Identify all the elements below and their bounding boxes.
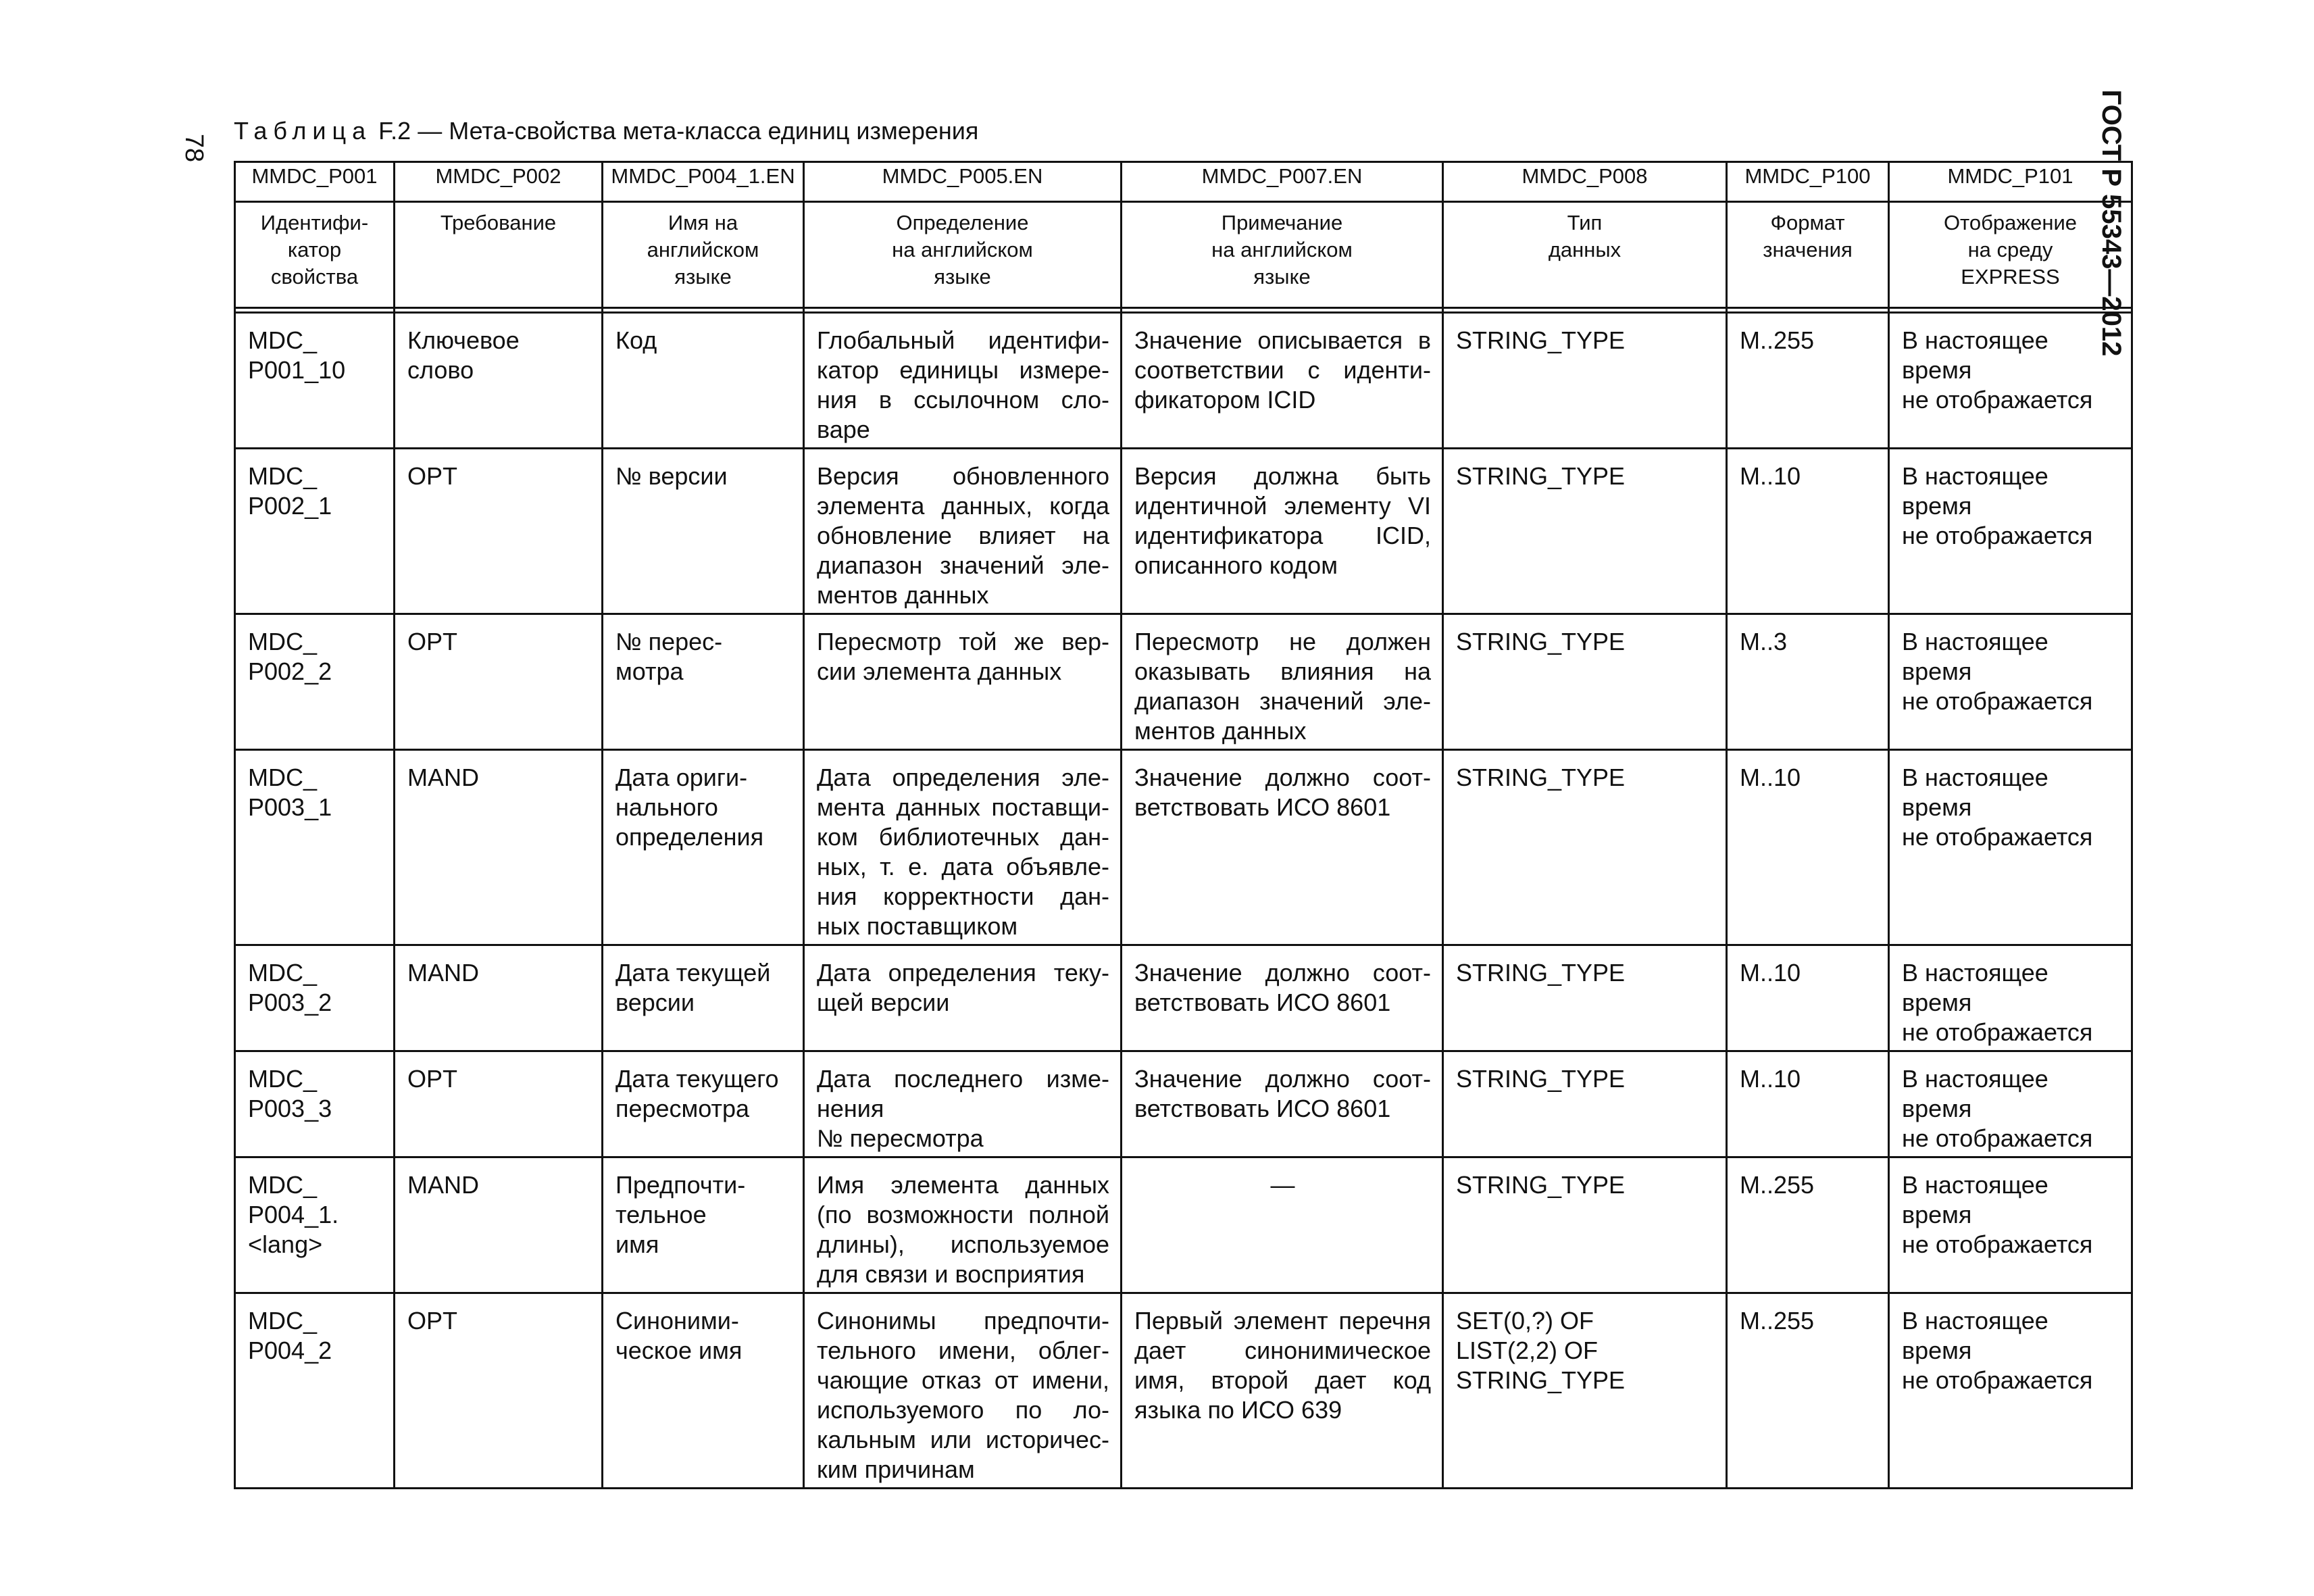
english-name-cell: Синоними- ческое имя <box>603 1293 804 1489</box>
format-cell: M..10 <box>1727 945 1889 1051</box>
note-cell: Значение должно соот-ветствовать ИСО 8601 <box>1122 945 1443 1051</box>
property-id-cell: MDC_ P003_2 <box>235 945 395 1051</box>
column-description: Отображение на среду EXPRESS <box>1889 202 2132 308</box>
table-row <box>235 1051 2132 1157</box>
requirement-cell: OPT <box>395 1051 603 1157</box>
requirement-cell: MAND <box>395 945 603 1051</box>
definition-cell: Глобальный идентифи-катор единицы измере-ния в ссылочном сло-варе <box>804 313 1122 449</box>
express-mapping-cell: В настоящее время не отображается <box>1889 750 2132 945</box>
column-code: MMDC_P007.EN <box>1122 162 1443 202</box>
english-name-cell: Код <box>603 313 804 449</box>
datatype-cell: STRING_TYPE <box>1443 614 1727 750</box>
property-id-cell: MDC_ P004_1. <lang> <box>235 1157 395 1293</box>
format-cell: M..255 <box>1727 1293 1889 1489</box>
express-mapping-cell: В настоящее время не отображается <box>1889 945 2132 1051</box>
english-name-cell: Дата текущего пересмотра <box>603 1051 804 1157</box>
note-cell: Версия должна быть идентичной элементу VI идентификатора ICID, описанного кодом <box>1122 449 1443 614</box>
table-row <box>235 614 2132 750</box>
english-name-cell: Предпочти- тельное имя <box>603 1157 804 1293</box>
column-code: MMDC_P001 <box>235 162 395 202</box>
property-id-cell: MDC_ P003_1 <box>235 750 395 945</box>
english-name-cell: № версии <box>603 449 804 614</box>
table-row <box>235 1157 2132 1293</box>
column-code: MMDC_P005.EN <box>804 162 1122 202</box>
requirement-cell: OPT <box>395 1293 603 1489</box>
format-cell: M..10 <box>1727 1051 1889 1157</box>
property-id-cell: MDC_ P003_3 <box>235 1051 395 1157</box>
meta-properties-table <box>234 161 2133 1489</box>
column-description: Примечание на английском языке <box>1122 202 1443 308</box>
column-description: Идентифи- катор свойства <box>235 202 395 308</box>
definition-cell: Дата последнего изме-нения № пересмотра <box>804 1051 1122 1157</box>
document-code: ГОСТ Р 55343—2012 <box>2096 89 2126 357</box>
column-description: Формат значения <box>1727 202 1889 308</box>
property-id-cell: MDC_ P002_2 <box>235 614 395 750</box>
datatype-cell: STRING_TYPE <box>1443 1157 1727 1293</box>
express-mapping-cell: В настоящее время не отображается <box>1889 313 2132 449</box>
table-body <box>235 313 2132 1489</box>
definition-cell: Дата определения теку-щей версии <box>804 945 1122 1051</box>
requirement-cell: OPT <box>395 614 603 750</box>
table-row <box>235 750 2132 945</box>
page-number: 78 <box>180 133 209 163</box>
format-cell: M..3 <box>1727 614 1889 750</box>
express-mapping-cell: В настоящее время не отображается <box>1889 1051 2132 1157</box>
table-row <box>235 449 2132 614</box>
definition-cell: Дата определения эле-мента данных поставщи-ком библиотечных дан-ных, т. е. дата объявле-ния корректности дан-ных поставщиком <box>804 750 1122 945</box>
caption-text: F.2 — Мета-свойства мета-класса единиц измерения <box>378 117 979 145</box>
column-description: Требование <box>395 202 603 308</box>
property-id-cell: MDC_ P001_10 <box>235 313 395 449</box>
note-cell: Значение описывается в соответствии с иденти-фикатором ICID <box>1122 313 1443 449</box>
note-cell: Первый элемент перечня дает синонимическое имя, второй дает код языка по ИСО 639 <box>1122 1293 1443 1489</box>
column-description: Имя на английском языке <box>603 202 804 308</box>
requirement-cell: MAND <box>395 1157 603 1293</box>
column-description: Тип данных <box>1443 202 1727 308</box>
note-cell: Пересмотр не должен оказывать влияния на диапазон значений эле-ментов данных <box>1122 614 1443 750</box>
note-cell: Значение должно соот-ветствовать ИСО 8601 <box>1122 750 1443 945</box>
caption-label: Таблица <box>234 117 372 145</box>
property-id-cell: MDC_ P002_1 <box>235 449 395 614</box>
header-separator <box>235 308 2132 313</box>
format-cell: M..10 <box>1727 750 1889 945</box>
table-caption <box>234 116 978 146</box>
note-cell: — <box>1122 1157 1443 1293</box>
definition-cell: Синонимы предпочти-тельного имени, облег-чающие отказ от имени, используемого по ло-кальным или историчес-ким причинам <box>804 1293 1122 1489</box>
definition-cell: Версия обновленного элемента данных, когда обновление влияет на диапазон значений эле-ментов данных <box>804 449 1122 614</box>
column-code: MMDC_P002 <box>395 162 603 202</box>
datatype-cell: STRING_TYPE <box>1443 449 1727 614</box>
requirement-cell: MAND <box>395 750 603 945</box>
table-row <box>235 945 2132 1051</box>
definition-cell: Имя элемента данных (по возможности полной длины), используемое для связи и восприятия <box>804 1157 1122 1293</box>
datatype-cell: STRING_TYPE <box>1443 313 1727 449</box>
table-row <box>235 1293 2132 1489</box>
note-cell: Значение должно соот-ветствовать ИСО 8601 <box>1122 1051 1443 1157</box>
requirement-cell: OPT <box>395 449 603 614</box>
definition-cell: Пересмотр той же вер-сии элемента данных <box>804 614 1122 750</box>
english-name-cell: Дата ориги- нального определения <box>603 750 804 945</box>
datatype-cell: STRING_TYPE <box>1443 945 1727 1051</box>
express-mapping-cell: В настоящее время не отображается <box>1889 614 2132 750</box>
express-mapping-cell: В настоящее время не отображается <box>1889 1157 2132 1293</box>
format-cell: M..255 <box>1727 1157 1889 1293</box>
column-code: MMDC_P101 <box>1889 162 2132 202</box>
table-row <box>235 313 2132 449</box>
column-code-row <box>235 162 2132 202</box>
column-code: MMDC_P004_1.EN <box>603 162 804 202</box>
column-description: Определение на английском языке <box>804 202 1122 308</box>
column-code: MMDC_P008 <box>1443 162 1727 202</box>
datatype-cell: STRING_TYPE <box>1443 750 1727 945</box>
express-mapping-cell: В настоящее время не отображается <box>1889 1293 2132 1489</box>
datatype-cell: STRING_TYPE <box>1443 1051 1727 1157</box>
column-code: MMDC_P100 <box>1727 162 1889 202</box>
english-name-cell: Дата текущей версии <box>603 945 804 1051</box>
format-cell: M..10 <box>1727 449 1889 614</box>
format-cell: M..255 <box>1727 313 1889 449</box>
datatype-cell: SET(0,?) OF LIST(2,2) OF STRING_TYPE <box>1443 1293 1727 1489</box>
english-name-cell: № перес- мотра <box>603 614 804 750</box>
requirement-cell: Ключевое слово <box>395 313 603 449</box>
column-description-row <box>235 202 2132 308</box>
property-id-cell: MDC_ P004_2 <box>235 1293 395 1489</box>
express-mapping-cell: В настоящее время не отображается <box>1889 449 2132 614</box>
